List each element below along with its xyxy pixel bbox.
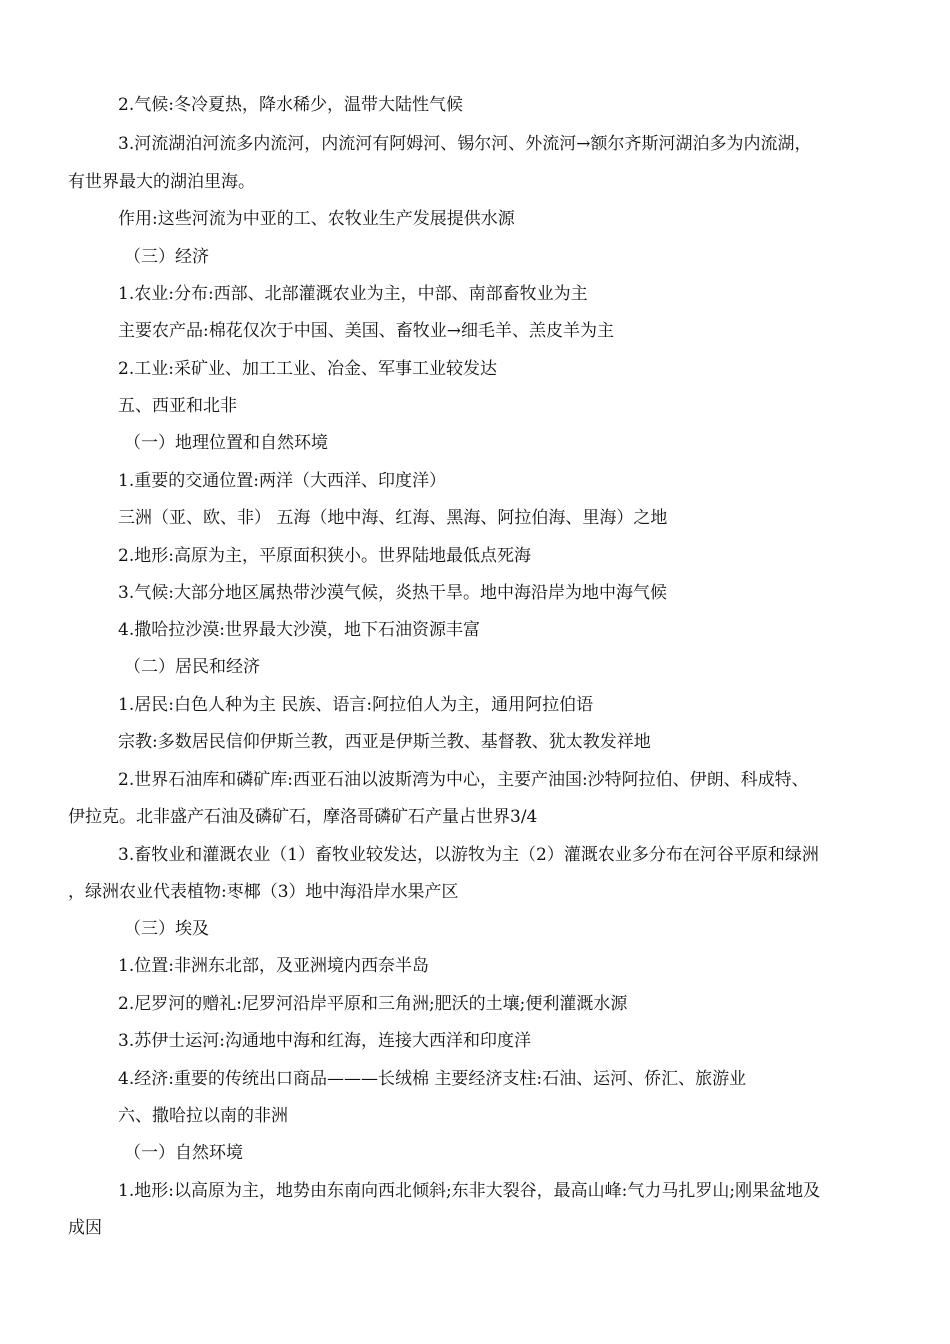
line-three-continents: 三洲（亚、欧、非） 五海（地中海、红海、黑海、阿拉伯海、里海）之地 <box>118 508 668 528</box>
heading-sub-saharan-africa: 六、撒哈拉以南的非洲 <box>118 1106 288 1126</box>
subheading-residents-economy: （二）居民和经济 <box>124 657 260 677</box>
line-traffic-location: 1.重要的交通位置:两洋（大西洋、印度洋） <box>118 471 446 491</box>
line-climate: 2.气候:冬冷夏热，降水稀少，温带大陆性气候 <box>118 95 463 115</box>
line-religion: 宗教:多数居民信仰伊斯兰教，西亚是伊斯兰教、基督教、犹太教发祥地 <box>118 732 651 752</box>
line-egypt-economy: 4.经济:重要的传统出口商品———长绒棉 主要经济支柱:石油、运河、侨汇、旅游业 <box>118 1069 747 1089</box>
subheading-egypt: （三）埃及 <box>124 919 209 939</box>
line-egypt-location: 1.位置:非洲东北部，及亚洲境内西奈半岛 <box>118 956 429 976</box>
line-climate-desert: 3.气候:大部分地区属热带沙漠气候，炎热干旱。地中海沿岸为地中海气候 <box>118 583 667 603</box>
line-rivers-lakes: 3.河流湖泊河流多内流河，内流河有阿姆河、锡尔河、外流河→额尔齐斯河湖泊多为内流湖， <box>118 134 812 154</box>
line-africa-terrain-cont: 成因 <box>68 1218 102 1238</box>
line-oil-phosphate: 2.世界石油库和磷矿库:西亚石油以波斯湾为中心，主要产油国:沙特阿拉伯、伊朗、科成特、 <box>118 770 809 790</box>
line-residents: 1.居民:白色人种为主 民族、语言:阿拉伯人为主，通用阿拉伯语 <box>118 695 594 715</box>
line-main-crops: 主要农产品:棉花仅次于中国、美国、畜牧业→细毛羊、羔皮羊为主 <box>118 321 614 341</box>
subheading-natural-environment: （一）自然环境 <box>124 1143 243 1163</box>
line-oil-phosphate-cont: 伊拉克。北非盛产石油及磷矿石，摩洛哥磷矿石产量占世界3/4 <box>68 807 538 827</box>
line-animal-husbandry-cont: ，绿洲农业代表植物:枣椰（3）地中海沿岸水果产区 <box>68 882 459 902</box>
line-river-function: 作用:这些河流为中亚的工、农牧业生产发展提供水源 <box>118 209 515 229</box>
heading-west-asia-north-africa: 五、西亚和北非 <box>118 396 237 416</box>
line-nile-gift: 2.尼罗河的赠礼:尼罗河沿岸平原和三角洲;肥沃的土壤;便利灌溉水源 <box>118 994 628 1014</box>
line-industry: 2.工业:采矿业、加工工业、冶金、军事工业较发达 <box>118 359 497 379</box>
line-sahara: 4.撒哈拉沙漠:世界最大沙漠，地下石油资源丰富 <box>118 620 480 640</box>
line-agriculture: 1.农业:分布:西部、北部灌溉农业为主，中部、南部畜牧业为主 <box>118 284 588 304</box>
line-animal-husbandry: 3.畜牧业和灌溉农业（1）畜牧业较发达，以游牧为主（2）灌溉农业多分布在河谷平原和绿洲 <box>118 845 819 865</box>
subheading-economy: （三）经济 <box>124 247 209 267</box>
line-africa-terrain: 1.地形:以高原为主，地势由东南向西北倾斜;东非大裂谷，最高山峰:气力马扎罗山;刚果盆地及 <box>118 1181 821 1201</box>
line-suez-canal: 3.苏伊士运河:沟通地中海和红海，连接大西洋和印度洋 <box>118 1031 531 1051</box>
line-terrain: 2.地形:高原为主，平原面积狭小。世界陆地最低点死海 <box>118 546 531 566</box>
line-rivers-lakes-cont: 有世界最大的湖泊里海。 <box>68 172 255 192</box>
subheading-location-environment: （一）地理位置和自然环境 <box>124 433 328 453</box>
